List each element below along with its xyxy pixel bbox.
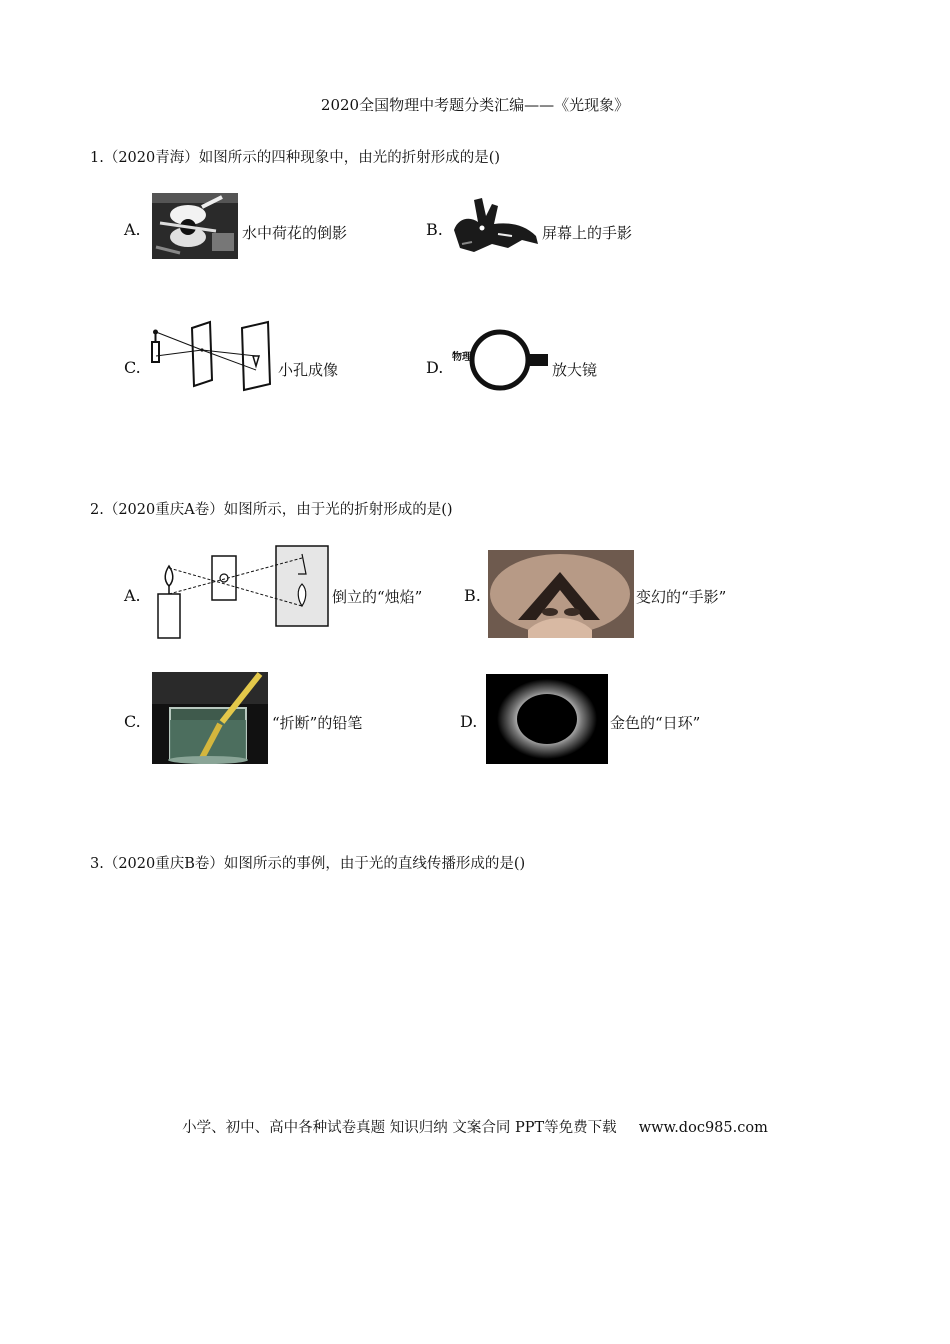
- q2-option-c-letter: C.: [124, 712, 141, 731]
- candle-pinhole-diagram: [152, 544, 332, 640]
- q1-option-d-text: 放大镜: [552, 361, 598, 379]
- pencil-in-water-photo: [152, 672, 268, 764]
- q1-option-a-text: 水中荷花的倒影: [242, 224, 348, 242]
- q1-option-a-letter: A.: [124, 220, 141, 239]
- hand-shadow-rabbit-image: [452, 196, 540, 258]
- q1-option-d-letter: D.: [426, 358, 444, 377]
- question-2-stem: 2.（2020重庆A卷）如图所示，由于光的折射形成的是(): [90, 502, 453, 518]
- q2-option-b-letter: B.: [464, 586, 481, 605]
- pinhole-camera-diagram: [148, 320, 274, 392]
- q2-option-d-letter: D.: [460, 712, 478, 731]
- lotus-reflection-image: [152, 193, 238, 259]
- magnifier-label-small: 物理: [452, 352, 472, 363]
- q2-option-a-text: 倒立的“烛焰”: [332, 588, 423, 606]
- footer-url[interactable]: www.doc985.com: [638, 1120, 768, 1136]
- q2-option-a-letter: A.: [124, 586, 141, 605]
- q2-option-c-text: “折断”的铅笔: [272, 714, 363, 732]
- q2-option-b-text: 变幻的“手影”: [636, 588, 727, 606]
- question-3-stem: 3.（2020重庆B卷）如图所示的事例，由于光的直线传播形成的是(): [90, 856, 526, 872]
- question-1-stem: 1.（2020青海）如图所示的四种现象中，由光的折射形成的是(): [90, 150, 501, 166]
- page-footer: [0, 1116, 950, 1137]
- footer-text: 小学、初中、高中各种试卷真题 知识归纳 文案合同 PPT等免费下载: [182, 1120, 617, 1136]
- solar-eclipse-photo: [486, 674, 608, 764]
- page-title: 2020全国物理中考题分类汇编——《光现象》: [320, 96, 630, 114]
- q2-option-d-text: 金色的“日环”: [610, 714, 701, 732]
- hand-shadow-photo: [488, 550, 634, 638]
- q1-option-b-letter: B.: [426, 220, 443, 239]
- q1-option-c-text: 小孔成像: [278, 361, 339, 379]
- q1-option-b-text: 屏幕上的手影: [542, 224, 633, 242]
- magnifier-diagram: [448, 324, 550, 392]
- q1-option-c-letter: C.: [124, 358, 141, 377]
